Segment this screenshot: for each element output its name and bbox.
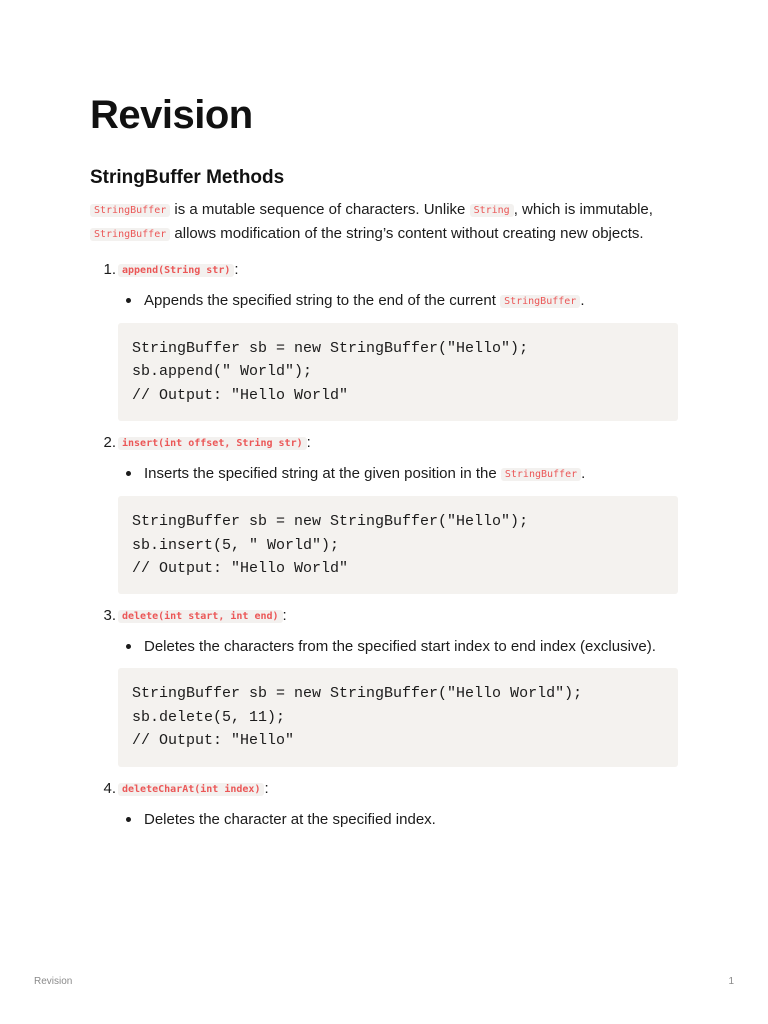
bullet-icon bbox=[126, 471, 131, 476]
footer-document-title: Revision bbox=[34, 976, 73, 987]
inline-code: StringBuffer bbox=[90, 204, 170, 217]
list-number: 4. bbox=[103, 779, 116, 797]
intro-text: allows modification of the string’s content without creating new objects. bbox=[170, 225, 644, 242]
method-description bbox=[144, 808, 678, 831]
method-colon: : bbox=[234, 261, 239, 278]
page-title: Revision bbox=[90, 93, 253, 137]
method-item-delete bbox=[90, 604, 678, 766]
method-heading bbox=[118, 777, 678, 802]
bullet-icon bbox=[126, 817, 131, 822]
inline-code: StringBuffer bbox=[90, 228, 170, 241]
method-colon: : bbox=[264, 779, 269, 797]
method-colon: : bbox=[306, 434, 311, 452]
description-text: Deletes the characters from the specified start index to end index (exclusive). bbox=[144, 638, 656, 656]
document-page bbox=[90, 92, 678, 831]
description-end: . bbox=[580, 292, 585, 309]
methods-list bbox=[90, 258, 678, 831]
code-line: sb.insert(5, " World"); bbox=[132, 536, 340, 554]
code-line: sb.delete(5, 11); bbox=[132, 708, 286, 726]
method-description-list bbox=[90, 289, 678, 313]
list-number: 1. bbox=[103, 261, 116, 278]
method-signature: deleteCharAt(int index) bbox=[118, 783, 264, 796]
code-line: // Output: "Hello World" bbox=[132, 560, 349, 578]
method-description bbox=[144, 289, 678, 313]
method-heading bbox=[118, 431, 678, 456]
method-colon: : bbox=[282, 607, 287, 625]
intro-text: is a mutable sequence of characters. Unlike bbox=[170, 201, 470, 218]
method-signature: append(String str) bbox=[118, 264, 234, 277]
description-text: Appends the specified string to the end of the current bbox=[144, 292, 501, 309]
bullet-icon bbox=[126, 298, 131, 303]
description-end: . bbox=[581, 465, 586, 483]
description-text: Deletes the character at the specified index. bbox=[144, 810, 436, 828]
list-number: 3. bbox=[103, 607, 116, 625]
method-item-deletecharat bbox=[90, 777, 678, 831]
code-line: // Output: "Hello" bbox=[132, 732, 295, 750]
method-signature: insert(int offset, String str) bbox=[118, 437, 307, 450]
method-description-list bbox=[90, 635, 678, 658]
method-heading bbox=[118, 604, 678, 629]
code-line: // Output: "Hello World" bbox=[132, 386, 349, 404]
method-description-list bbox=[90, 808, 678, 831]
bullet-icon bbox=[126, 644, 131, 649]
method-description bbox=[144, 462, 678, 486]
footer-page-number: 1 bbox=[728, 976, 734, 987]
inline-code: String bbox=[470, 204, 514, 217]
code-line: sb.append(" World"); bbox=[132, 363, 313, 381]
code-block bbox=[118, 668, 678, 766]
list-number: 2. bbox=[103, 434, 116, 452]
section-heading: StringBuffer Methods bbox=[90, 167, 285, 188]
intro-text: , which is immutable, bbox=[513, 201, 653, 218]
code-block bbox=[118, 496, 678, 594]
method-item-insert bbox=[90, 431, 678, 594]
code-line: StringBuffer sb = new StringBuffer("Hello World"); bbox=[132, 685, 583, 703]
code-line: StringBuffer sb = new StringBuffer("Hello"); bbox=[132, 513, 529, 531]
method-item-append bbox=[90, 258, 678, 421]
method-description bbox=[144, 635, 678, 658]
method-signature: delete(int start, int end) bbox=[118, 610, 283, 623]
method-heading bbox=[118, 258, 678, 283]
inline-code: StringBuffer bbox=[500, 295, 580, 308]
intro-paragraph bbox=[90, 198, 678, 246]
description-text: Inserts the specified string at the given position in the bbox=[144, 465, 501, 483]
inline-code: StringBuffer bbox=[501, 468, 581, 481]
code-block bbox=[118, 323, 678, 421]
method-description-list bbox=[90, 462, 678, 486]
code-line: StringBuffer sb = new StringBuffer("Hello"); bbox=[132, 340, 529, 357]
